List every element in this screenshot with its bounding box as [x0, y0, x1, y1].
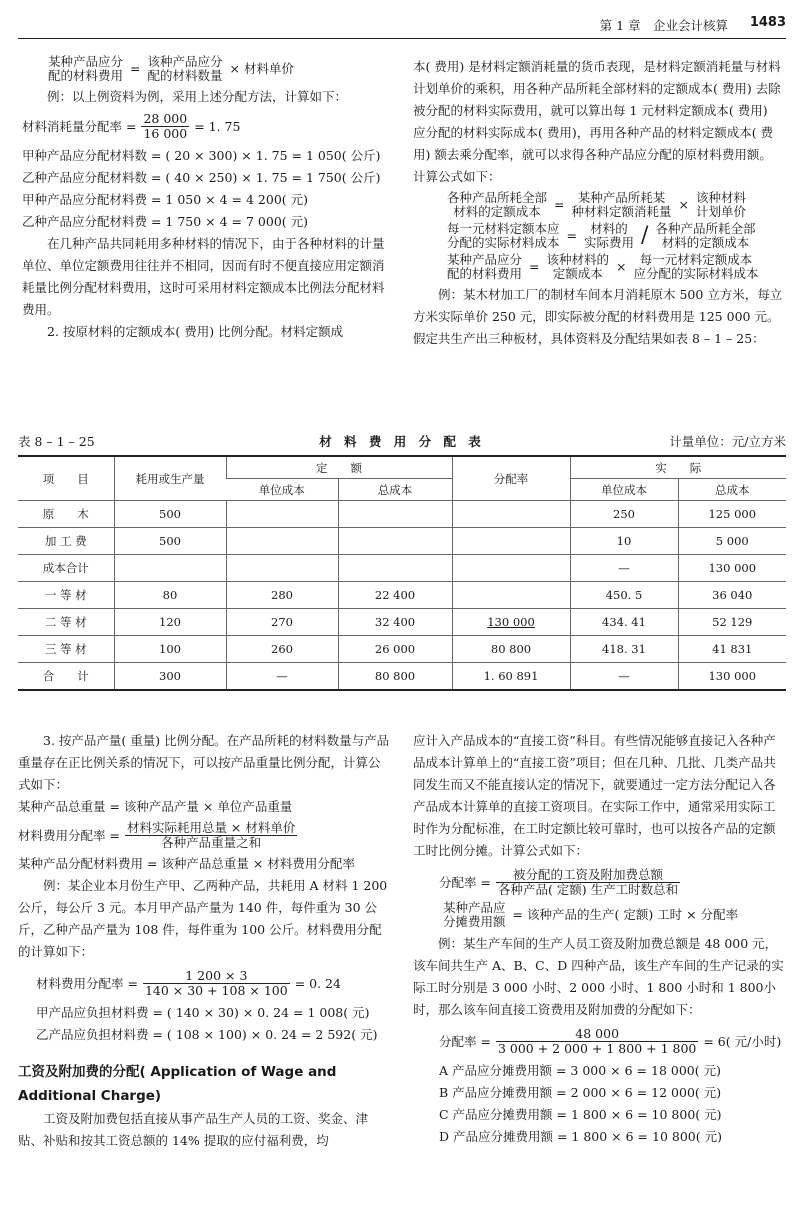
formula-line: 某种产品总重量 = 该种产品产量 × 单位产品重量: [18, 799, 293, 814]
body-paragraph: 本( 费用) 是材料定额消耗量的货币表现，是材料定额消耗量与材料计划单价的乘积，用各种产品所耗全部材料的定额成本( 费用) 去除被分配的材料实际费用，就可以算出每 1 元材料定额成本( 费用) 应分配的材料实际成本( 费用)，再用各种产品的材料定额成本( 费用) 额去乘分配率，就可以求得各种产品应分配的原材料费用额。计算公式如下：: [413, 59, 781, 184]
calc-line: 乙种产品应分配材料数 = ( 40 × 250) × 1. 75 = 1 750( 公斤): [22, 170, 381, 185]
table-cell: —: [570, 555, 678, 582]
body-paragraph: 应计入产品成本的“直接工资”科目。有些情况能够直接记入各种产品成本计算单上的“直接工资”项目；但在几种、几批、几类产品共同发生而又不能直接认定的情况下，就要通过一定方法分配记入各产品成本计算单的直接工资项目。在实际工作中，通常采用实际工时作为分配标准，在工时定额比较可靠时，也可以按各产品的定额工时比例分摊。计算公式如下：: [413, 733, 776, 858]
material-cost-table: [18, 455, 786, 691]
table-unit: 计量单位：元/立方米: [669, 434, 786, 449]
table-cell: [452, 528, 570, 555]
table-row: [18, 582, 786, 609]
formula-line: 某种产品分配材料费用 = 该种产品总重量 × 材料费用分配率: [18, 856, 355, 871]
table-cell: 80 800: [338, 663, 452, 691]
table-cell: 450. 5: [570, 582, 678, 609]
calc-line: 乙种产品应分配材料费 = 1 750 × 4 = 7 000( 元): [22, 214, 309, 229]
table-caption: [18, 432, 786, 452]
table-cell: [338, 501, 452, 528]
table-cell: 32 400: [338, 609, 452, 636]
example-paragraph: 例：以上例资料为例，采用上述分配方法，计算如下：: [47, 89, 348, 104]
table-cell: 418. 31: [570, 636, 678, 663]
section-title: 工资及附加费的分配( Application of Wage and Additional Charge): [18, 1064, 337, 1104]
page-header: [18, 12, 786, 39]
table-cell: 120: [114, 609, 226, 636]
table-cell: 41 831: [678, 636, 786, 663]
header-item: 项 目: [18, 456, 114, 501]
header-quota: 定 额: [226, 456, 452, 479]
table-cell: 125 000: [678, 501, 786, 528]
formula-unit-rate: 每一元材料定额本应 分配的实际材料成本 = 材料的 实际费用 / 各种产品所耗全部 材料的定额成本: [447, 221, 756, 250]
table-cell: 80: [114, 582, 226, 609]
left-column-bottom: [18, 730, 390, 1152]
table-row: [18, 663, 786, 691]
table-cell: 270: [226, 609, 338, 636]
formula-rate-calc: 材料费用分配率 = $\frac{1 200 \times 3}{140 \times 30 + 108 \times 100}$ = 0. 24: [36, 968, 341, 998]
table-cell: 500: [114, 501, 226, 528]
example-paragraph: 例：某木材加工厂的制材车间本月消耗原木 500 立方米，每立方米实际单价 250 元，即实际被分配的材料费用是 125 000 元。假定共生产出三种板材，具体资料及分配结果如表 8 – 1 – 25：: [413, 287, 783, 346]
table-cell: 130 000: [678, 663, 786, 691]
header-total-cost: 总成本: [338, 479, 452, 501]
page-number: 1483: [749, 15, 786, 30]
header-actual: 实 际: [570, 456, 786, 479]
header-total-cost: 总成本: [678, 479, 786, 501]
calc-line: 甲种产品应分配材料数 = ( 20 × 300) × 1. 75 = 1 050( 公斤): [22, 148, 381, 163]
formula-allocation: 某种产品应分 配的材料费用 = 该种产品应分 配的材料数量 × 材料单价: [48, 54, 294, 83]
formula-quota-cost: 各种产品所耗全部 材料的定额成本 = 某种产品所耗某 种材料定额消耗量 × 该种材料 计划单价: [447, 190, 747, 219]
right-column-bottom: [413, 730, 785, 1148]
body-paragraph: 在几种产品共同耗用多种材料的情况下，由于各种材料的计量单位、单位定额费用往往并不相同，因而有时不便直接应用定额消耗量比例分配材料费用，这时可采用材料定额成本比例法分配材料费用。: [22, 236, 385, 317]
table-cell: 1. 60 891: [452, 663, 570, 691]
table-cell: [226, 555, 338, 582]
table-cell: 250: [570, 501, 678, 528]
left-column-top: [22, 52, 390, 343]
table-cell: 26 000: [338, 636, 452, 663]
formula-product-cost: 某种产品应分 配的材料费用 = 该种材料的 定额成本 × 每一元材料定额成本 应分配的实际材料成本: [447, 252, 759, 281]
table-cell: 10: [570, 528, 678, 555]
table-cell: [452, 582, 570, 609]
table-cell: 300: [114, 663, 226, 691]
table-cell: 36 040: [678, 582, 786, 609]
example-paragraph: 例：某生产车间的生产人员工资及附加费总额是 48 000 元，该车间共生产 A、B、C、D 四种产品，该生产车间的生产记录的实际工时分别是 3 000 小时、2 000 小时、1 800 小时和 1 800小时，那么该车间直接工资费用及附加费的分配如下：: [413, 936, 784, 1017]
table-cell: 二 等 材: [18, 609, 114, 636]
table-cell: 52 129: [678, 609, 786, 636]
table-row: [18, 609, 786, 636]
table-row: [18, 501, 786, 528]
body-paragraph: 2. 按原材料的定额成本( 费用) 比例分配。材料定额成: [47, 324, 344, 339]
table-cell: 合 计: [18, 663, 114, 691]
table-cell: 一 等 材: [18, 582, 114, 609]
chapter-title: 第 1 章 企业会计核算: [599, 18, 728, 33]
table-cell: 260: [226, 636, 338, 663]
table-row: [18, 636, 786, 663]
formula-wage-share: 某种产品应 分摊费用额 = 该种产品的生产( 定额) 工时 × 分配率: [443, 900, 739, 929]
table-cell: 5 000: [678, 528, 786, 555]
calc-line: 甲产品应负担材料费 = ( 140 × 30) × 0. 24 = 1 008( 元): [36, 1005, 370, 1020]
table-title: 材 料 费 用 分 配 表: [319, 434, 485, 449]
table-cell: 22 400: [338, 582, 452, 609]
table-cell: —: [226, 663, 338, 691]
calc-line: C 产品应分摊费用额 = 1 800 × 6 = 10 800( 元): [439, 1107, 722, 1122]
table-cell: [114, 555, 226, 582]
header-quantity: 耗用或生产量: [114, 456, 226, 501]
calc-line: B 产品应分摊费用额 = 2 000 × 6 = 12 000( 元): [439, 1085, 722, 1100]
table-cell: [452, 555, 570, 582]
table-cell: 成本合计: [18, 555, 114, 582]
header-unit-cost: 单位成本: [226, 479, 338, 501]
table-cell: 100: [114, 636, 226, 663]
table-cell: 280: [226, 582, 338, 609]
example-paragraph: 例：某企业本月份生产甲、乙两种产品，共耗用 A 材料 1 200公斤，每公斤 3 元。本月甲产品产量为 140 件，每件重为 30 公斤，乙种产品产量为 108 件，每件重为 100 公斤。材料费用分配的计算如下：: [18, 878, 388, 959]
table-cell: 130 000: [678, 555, 786, 582]
body-paragraph: 3. 按产品产量( 重量) 比例分配。在产品所耗的材料数量与产品重量存在正比例关系的情况下，可以按产品重量比例分配，计算公式如下：: [18, 733, 390, 792]
table-cell: 130 000: [452, 609, 570, 636]
table-cell: 434. 41: [570, 609, 678, 636]
calc-line: A 产品应分摊费用额 = 3 000 × 6 = 18 000( 元): [439, 1063, 721, 1078]
table-row: [18, 555, 786, 582]
formula-material-rate: 材料费用分配率 = $\frac{\text{材料实际耗用总量 × 材料单价}}{\text{各种产品重量之和}}$: [18, 820, 296, 850]
table-cell: [452, 501, 570, 528]
table-cell: [226, 528, 338, 555]
table-cell: —: [570, 663, 678, 691]
table-cell: 加 工 费: [18, 528, 114, 555]
header-rate: 分配率: [452, 456, 570, 501]
formula-consumption-rate: 材料消耗量分配率 = $\frac{28 000}{16 000}$ = 1. 75: [22, 111, 241, 141]
body-paragraph: 工资及附加费包括直接从事产品生产人员的工资、奖金、津贴、补贴和按其工资总额的 14% 提取的应付福利费，均: [18, 1111, 369, 1148]
table-cell: 原 木: [18, 501, 114, 528]
table-cell: 三 等 材: [18, 636, 114, 663]
right-column-top: [413, 56, 783, 350]
calc-line: D 产品应分摊费用额 = 1 800 × 6 = 10 800( 元): [439, 1129, 722, 1144]
calc-line: 甲种产品应分配材料费 = 1 050 × 4 = 4 200( 元): [22, 192, 309, 207]
table-cell: 80 800: [452, 636, 570, 663]
formula-rate-calc: 分配率 = $\frac{48 000}{3 000 + 2 000 + 1 800 + 1 800}$ = 6( 元/小时): [439, 1026, 782, 1056]
table-cell: [226, 501, 338, 528]
calc-line: 乙产品应负担材料费 = ( 108 × 100) × 0. 24 = 2 592( 元): [36, 1027, 378, 1042]
table-cell: 500: [114, 528, 226, 555]
table-number: 表 8 – 1 – 25: [18, 434, 95, 449]
header-unit-cost: 单位成本: [570, 479, 678, 501]
table-cell: [338, 528, 452, 555]
table-row: [18, 528, 786, 555]
formula-wage-rate: 分配率 = $\frac{\text{被分配的工资及附加费总额}}{\text{各种产品( 定额) 生产工时数总和}}$: [439, 867, 679, 897]
table-cell: [338, 555, 452, 582]
